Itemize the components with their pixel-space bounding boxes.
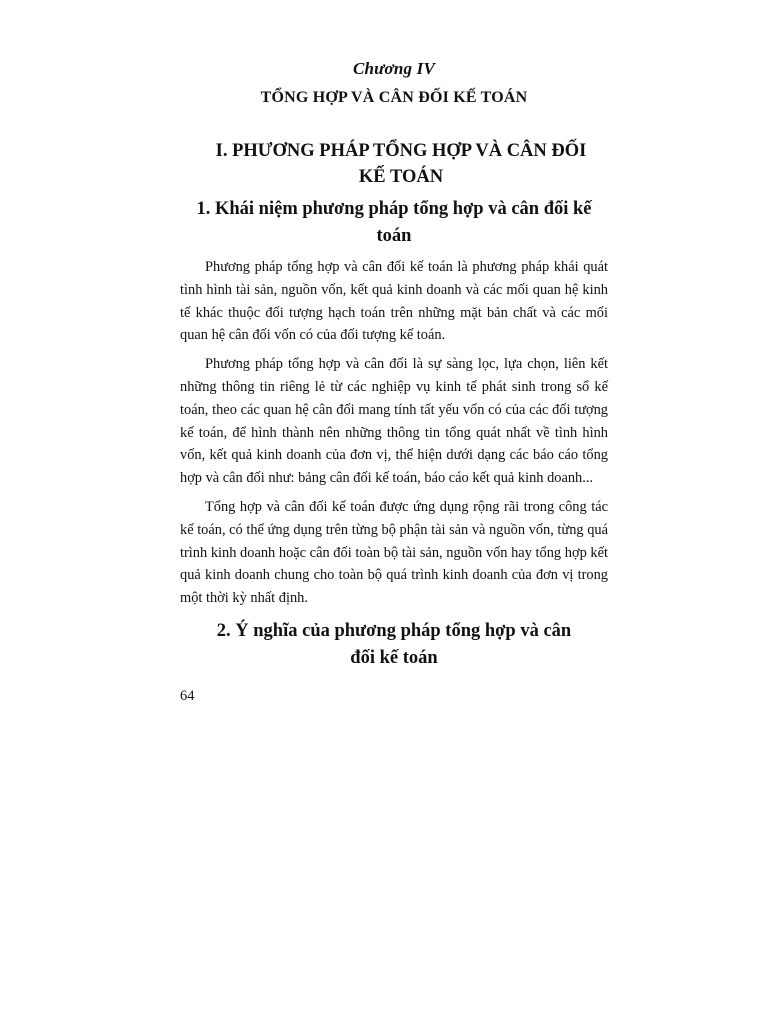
chapter-label: Chương IV	[352, 59, 436, 78]
paragraph-2: Phương pháp tổng hợp và cân đối là sự sàng lọc, lựa chọn, liên kết những thông tin riêng lẻ từ các nghiệp vụ kinh tế phát sinh trong sổ kế toán, theo các quan hệ cân đối mang tính tất yếu vốn có của các đối tượng kế toán, để hình thành nên những thông tin tổng quát nhất về tình hình vốn, kết quả kinh doanh của đơn vị, thể hiện dưới dạng các báo cáo tổng hợp và cân đối như: bảng cân đối kế toán, báo cáo kết quả kinh doanh...	[180, 356, 608, 487]
paragraph-1: Phương pháp tổng hợp và cân đối kế toán là phương pháp khái quát tình hình tài sản, nguồn vốn, kết quả kinh doanh và các mối quan hệ kinh tế khác thuộc đối tượng hạch toán trên những mặt bản chất và các mối quan hệ cân đối vốn có của đối tượng kế toán.	[180, 259, 608, 344]
subsection-title-2: 2. Ý nghĩa của phương pháp tổng hợp và cân đối kế toán	[216, 620, 572, 668]
section-title: I. PHƯƠNG PHÁP TỔNG HỢP VÀ CÂN ĐỐI KẾ TOÁN	[215, 141, 587, 187]
paragraph-3: Tổng hợp và cân đối kế toán được ứng dụng rộng rãi trong công tác kế toán, có thể ứng dụng trên từng bộ phận tài sản và nguồn vốn, từng quá trình kinh doanh hoặc cân đối toàn bộ tài sản, nguồn vốn hay tổng hợp kết quả kinh doanh chung cho toàn bộ quá trình kinh doanh của đơn vị trong một thời kỳ nhất định.	[180, 498, 608, 607]
chapter-title: TỔNG HỢP VÀ CÂN ĐỐI KẾ TOÁN	[260, 89, 528, 106]
subsection-title-1: 1. Khái niệm phương pháp tổng hợp và cân đối kế toán	[196, 199, 592, 246]
page-number: 64	[180, 688, 195, 704]
document-page	[180, 56, 608, 672]
